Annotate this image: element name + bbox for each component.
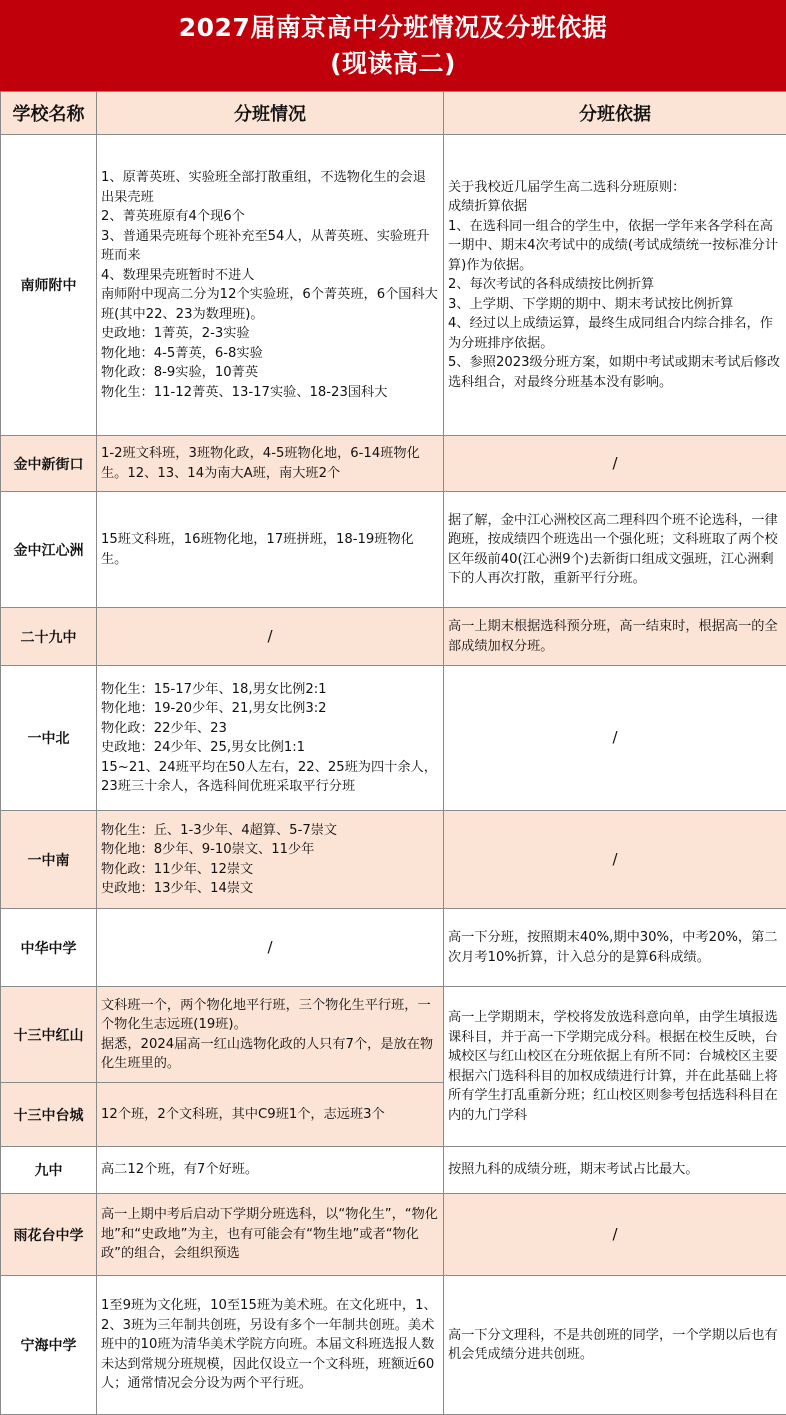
basis-cell: / [444, 436, 786, 492]
class-division-table [0, 91, 786, 1415]
situation-line: 4、数理果壳班暂时不进人 [101, 267, 255, 283]
basis-cell: 高一下分班，按照期末40%,期中30%，中考20%，第二次月考10%折算，计入总分的是算6科成绩。 [444, 909, 786, 987]
situation-line: 史政地：1菁英，2-3实验 [101, 326, 250, 341]
situation-line: 物化地：4-5菁英，6-8实验 [101, 345, 263, 361]
table-row [1, 1147, 786, 1194]
school-name: 南师附中 [1, 135, 97, 436]
situation-line: 南师附中现高二分为12个实验班，6个菁英班，6个国科大班(其中22、23为数理班)。 [101, 287, 438, 322]
situation-cell: 12个班，2个文科班，其中C9班1个，志远班3个 [97, 1083, 444, 1147]
basis-cell: / [444, 1194, 786, 1276]
situation-line: 文科班一个，两个物化地平行班，三个物化生平行班，一个物化生志远班(19班)。 [101, 997, 431, 1032]
basis-line: 5、参照2023级分班方案，如期中考试或期末考试后修改选科组合，对最终分班基本没有影响。 [448, 355, 781, 390]
header-school: 学校名称 [1, 92, 97, 135]
situation-line: 物化政：8-9实验，10菁英 [101, 365, 259, 380]
basis-line: 成绩折算依据 [448, 199, 528, 215]
situation-cell: 1至9班为文化班，10至15班为美术班。在文化班中，1、2、3班为三年制共创班，另设有多个一年制共创班。美术班中的10班为清华美术学院方向班。本届文科班选报人数未达到常规分班规模，因此仅设立一个文科班，班额近60人；通常情况会分设为两个平行班。 [97, 1276, 444, 1415]
basis-cell: / [444, 666, 786, 811]
situation-cell [97, 811, 444, 909]
school-name: 二十九中 [1, 608, 97, 666]
school-name: 雨花台中学 [1, 1194, 97, 1276]
basis-cell: 按照九科的成绩分班，期末考试占比最大。 [444, 1147, 786, 1194]
school-name: 中华中学 [1, 909, 97, 987]
basis-line: 3、上学期、下学期的期中、期末考试按比例折算 [448, 296, 734, 312]
situation-line: 物化政：11少年、12崇文 [101, 861, 254, 877]
page-subtitle: (现读高二) [330, 48, 456, 78]
situation-cell [97, 987, 444, 1083]
table-row [1, 666, 786, 811]
table-row [1, 436, 786, 492]
school-name: 九中 [1, 1147, 97, 1194]
basis-cell [444, 135, 786, 436]
situation-line: 物化生：11-12菁英、13-17实验、18-23国科大 [101, 384, 388, 400]
situation-line: 史政地：13少年、14崇文 [101, 881, 254, 896]
school-name: 十三中台城 [1, 1083, 97, 1147]
basis-cell: / [444, 811, 786, 909]
basis-line: 关于我校近几届学生高二选科分班原则： [448, 179, 686, 195]
basis-cell: 高一上学期期末，学校将发放选科意向单，由学生填报选课科目，并于高一下学期完成分科。根据在校生反映，台城校区与红山校区在分班依据上有所不同：台城校区主要根据六门选科科目的加权成绩进行计算，并在此基础上将所有学生打乱重新分班；红山校区则参考包括选科科目在内的九门学科 [444, 987, 786, 1147]
table-row [1, 987, 786, 1083]
school-name: 十三中红山 [1, 987, 97, 1083]
situation-line: 据悉，2024届高一红山选物化政的人只有7个，是放在物化生班里的。 [101, 1036, 434, 1071]
situation-line: 物化生：丘、1-3少年、4超算、5-7崇文 [101, 822, 338, 838]
situation-cell: 高二12个班，有7个好班。 [97, 1147, 444, 1194]
table-row [1, 1276, 786, 1415]
basis-line: 4、经过以上成绩运算，最终生成同组合内综合排名，作为分班排序依据。 [448, 316, 773, 351]
basis-cell: 高一下分文理科，不是共创班的同学，一个学期以后也有机会凭成绩分进共创班。 [444, 1276, 786, 1415]
situation-line: 15~21、24班平均在50人左右，22、25班为四十余人，23班三十余人，各选科间优班采取平行分班 [101, 759, 437, 794]
table-row [1, 608, 786, 666]
situation-line: 物化地：19-20少年、21,男女比例3:2 [101, 701, 327, 716]
table-row [1, 811, 786, 909]
situation-line: 物化政：22少年、23 [101, 720, 227, 736]
situation-line: 物化地：8少年、9-10崇文、11少年 [101, 842, 315, 857]
basis-cell: 据了解，金中江心洲校区高二理科四个班不论选科，一律跑班，按成绩四个班选出一个强化班；文科班取了两个校区年级前40(江心洲9个)去新街口组成文强班，江心洲剩下的人再次打散，重新平行分班。 [444, 492, 786, 608]
header-situation: 分班情况 [97, 92, 444, 135]
table-row [1, 492, 786, 608]
situation-line: 物化生：15-17少年、18,男女比例2:1 [101, 681, 327, 697]
situation-cell: 15班文科班，16班物化地，17班拼班，18-19班物化生。 [97, 492, 444, 608]
situation-line: 1、原菁英班、实验班全部打散重组，不选物化生的会退出果壳班 [101, 170, 426, 205]
table-row [1, 135, 786, 436]
basis-line: 2、每次考试的各科成绩按比例折算 [448, 277, 655, 293]
school-name: 金中新街口 [1, 436, 97, 492]
school-name: 金中江心洲 [1, 492, 97, 608]
table-row [1, 909, 786, 987]
basis-cell: 高一上期末根据选科预分班，高一结束时，根据高一的全部成绩加权分班。 [444, 608, 786, 666]
situation-cell: / [97, 608, 444, 666]
table-row [1, 1194, 786, 1276]
basis-line: 1、在选科同一组合的学生中，依据一学年来各学科在高一期中、期末4次考试中的成绩(考试成绩统一按标准分计算)作为依据。 [448, 218, 779, 273]
school-name: 一中北 [1, 666, 97, 811]
situation-line: 3、普通果壳班每个班补充至54人，从菁英班、实验班升班而来 [101, 228, 430, 263]
header-basis: 分班依据 [444, 92, 786, 135]
title-banner [0, 0, 786, 91]
situation-cell: / [97, 909, 444, 987]
situation-line: 2、菁英班原有4个现6个 [101, 209, 245, 224]
page-title: 2027届南京高中分班情况及分班依据 [178, 12, 608, 42]
situation-cell: 1-2班文科班，3班物化政，4-5班物化地，6-14班物化生。12、13、14为南大A班，南大班2个 [97, 436, 444, 492]
school-name: 一中南 [1, 811, 97, 909]
situation-cell [97, 666, 444, 811]
situation-cell: 高一上期中考后启动下学期分班选科，以“物化生”，“物化地”和“史政地”为主，也有可能会有“物生地”或者“物化政”的组合，会组织预选 [97, 1194, 444, 1276]
situation-line: 史政地：24少年、25,男女比例1:1 [101, 740, 306, 755]
situation-cell [97, 135, 444, 436]
school-name: 宁海中学 [1, 1276, 97, 1415]
